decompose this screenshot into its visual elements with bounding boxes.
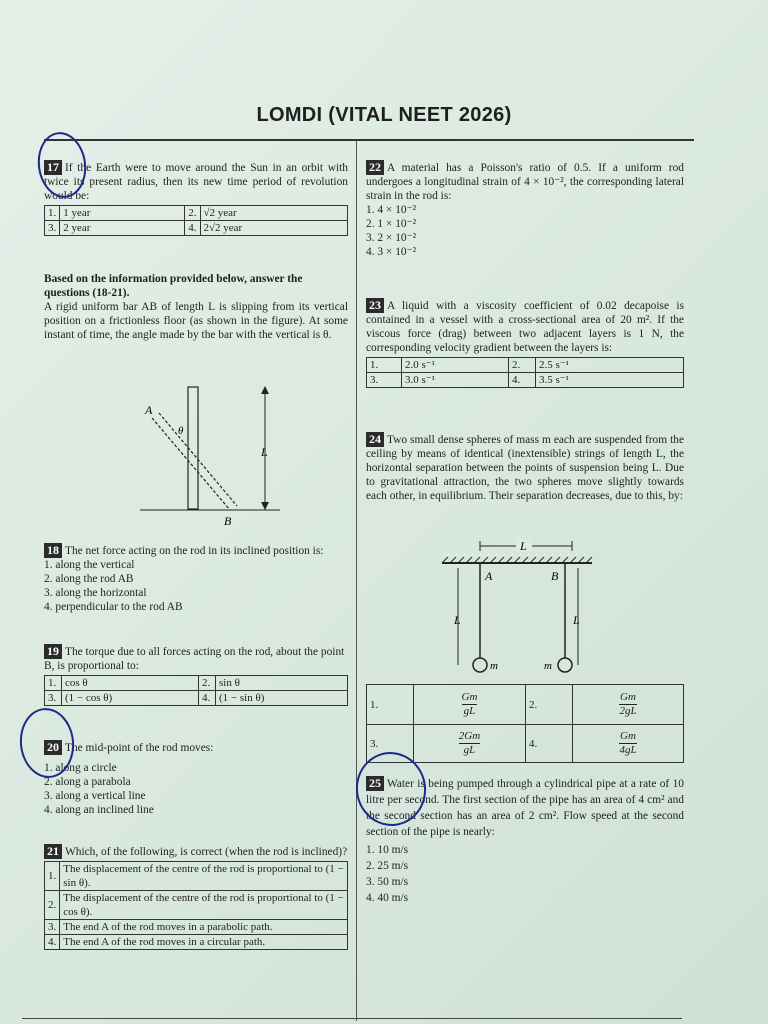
question-text: A liquid with a viscosity coefficient of 0.02 decapoise is contained in a vessel with a cross-sectional area of 20 m². If the viscous force (drag) between two adjacent layers is 1 N, the corresponding velocity gradient between the layers is: bbox=[366, 300, 684, 354]
question-18 bbox=[44, 543, 348, 614]
left-sphere bbox=[473, 658, 487, 672]
option-2[interactable]: 2. along a parabola bbox=[44, 776, 131, 788]
option-2[interactable]: 2. along the rod AB bbox=[44, 573, 134, 585]
option-1[interactable] bbox=[414, 685, 526, 725]
option-number: 1. bbox=[45, 862, 60, 891]
fraction-numerator: Gm bbox=[620, 730, 636, 742]
passage bbox=[44, 272, 348, 342]
label-l: L bbox=[261, 445, 268, 459]
label-m-right: m bbox=[544, 660, 552, 672]
question-number: 20 bbox=[44, 740, 62, 755]
fraction-denominator: 2gL bbox=[619, 705, 637, 717]
arrow-head-icon bbox=[261, 502, 269, 510]
question-number: 19 bbox=[44, 644, 62, 659]
question-text: The net force acting on the rod in its inclined position is: bbox=[65, 545, 324, 557]
option-3[interactable]: The end A of the rod moves in a parabolic path. bbox=[60, 920, 348, 935]
option-2[interactable]: 2. 25 m/s bbox=[366, 860, 409, 872]
question-24 bbox=[366, 432, 684, 503]
passage-heading: Based on the information provided below, answer the questions (18-21). bbox=[44, 273, 303, 299]
option-4[interactable]: 3.5 s⁻¹ bbox=[536, 373, 684, 388]
option-number: 4. bbox=[45, 935, 60, 950]
fraction-denominator: gL bbox=[463, 705, 476, 717]
question-20 bbox=[44, 740, 348, 817]
label-m-left: m bbox=[490, 660, 498, 672]
option-number: 1. bbox=[45, 206, 60, 221]
option-number: 2. bbox=[185, 206, 200, 221]
page-title: LOMDI (VITAL NEET 2026) bbox=[256, 104, 512, 126]
option-3[interactable] bbox=[414, 725, 526, 763]
option-4[interactable]: 2√2 year bbox=[200, 221, 348, 236]
question-text: If the Earth were to move around the Sun in an orbit with twice its present radius, then its new time period of revolution would be: bbox=[44, 162, 348, 202]
question-19 bbox=[44, 644, 348, 706]
option-number: 3. bbox=[45, 221, 60, 236]
label-b: B bbox=[224, 514, 232, 528]
question-23 bbox=[366, 298, 684, 388]
options-table bbox=[44, 205, 348, 236]
option-2[interactable]: 2.5 s⁻¹ bbox=[536, 358, 684, 373]
option-2[interactable]: √2 year bbox=[200, 206, 348, 221]
question-number: 25 bbox=[366, 776, 384, 791]
option-3[interactable]: 3. along the horizontal bbox=[44, 587, 147, 599]
arrow-head-icon bbox=[261, 386, 269, 394]
option-4[interactable]: 4. 40 m/s bbox=[366, 892, 409, 904]
option-1[interactable]: 1 year bbox=[60, 206, 185, 221]
option-number: 4. bbox=[199, 691, 216, 706]
option-number: 3. bbox=[45, 691, 62, 706]
question-number: 22 bbox=[366, 160, 384, 175]
option-1[interactable]: 1. 10 m/s bbox=[366, 844, 409, 856]
column-divider bbox=[356, 141, 357, 1021]
option-2[interactable]: 2. 1 × 10⁻² bbox=[366, 218, 417, 230]
option-number: 2. bbox=[199, 676, 216, 691]
option-1[interactable]: The displacement of the centre of the rod is proportional to (1 − sin θ). bbox=[60, 862, 348, 891]
question-21 bbox=[44, 844, 348, 950]
option-number: 1. bbox=[45, 676, 62, 691]
option-2[interactable] bbox=[573, 685, 684, 725]
question-number: 21 bbox=[44, 844, 62, 859]
question-number: 17 bbox=[44, 160, 62, 175]
option-4[interactable]: (1 − sin θ) bbox=[216, 691, 348, 706]
question-24-options bbox=[366, 684, 684, 763]
question-17 bbox=[44, 160, 348, 236]
option-3[interactable]: 3.0 s⁻¹ bbox=[402, 373, 509, 388]
question-number: 18 bbox=[44, 543, 62, 558]
options-table bbox=[44, 861, 348, 950]
label-theta: θ bbox=[178, 425, 184, 437]
option-3[interactable]: (1 − cos θ) bbox=[62, 691, 199, 706]
option-1[interactable]: 1. along a circle bbox=[44, 762, 117, 774]
option-2[interactable]: The displacement of the centre of the rod is proportional to (1 − cos θ). bbox=[60, 891, 348, 920]
option-number: 2. bbox=[526, 685, 573, 725]
question-number: 23 bbox=[366, 298, 384, 313]
label-l-right: L bbox=[573, 613, 580, 627]
option-4[interactable]: The end A of the rod moves in a circular path. bbox=[60, 935, 348, 950]
option-number: 2. bbox=[509, 358, 536, 373]
option-3[interactable]: 3. 2 × 10⁻² bbox=[366, 232, 417, 244]
label-l-left: L bbox=[454, 613, 461, 627]
option-1[interactable]: 1. along the vertical bbox=[44, 559, 135, 571]
option-number: 3. bbox=[367, 725, 414, 763]
question-text: Which, of the following, is correct (when the rod is inclined)? bbox=[65, 846, 348, 858]
option-number: 1. bbox=[367, 685, 414, 725]
option-number: 3. bbox=[45, 920, 60, 935]
option-number: 3. bbox=[367, 373, 402, 388]
options-table bbox=[44, 675, 348, 706]
footer-rule bbox=[22, 1018, 682, 1019]
header-rule bbox=[44, 139, 694, 141]
question-text: The mid-point of the rod moves: bbox=[65, 742, 214, 754]
option-1[interactable]: 1. 4 × 10⁻² bbox=[366, 204, 417, 216]
sliding-rod-figure bbox=[140, 382, 290, 532]
fraction-numerator: Gm bbox=[620, 691, 636, 703]
option-4[interactable]: 4. 3 × 10⁻² bbox=[366, 246, 417, 258]
question-number: 24 bbox=[366, 432, 384, 447]
right-sphere bbox=[558, 658, 572, 672]
option-3[interactable]: 2 year bbox=[60, 221, 185, 236]
option-number: 4. bbox=[509, 373, 536, 388]
fraction-numerator: 2Gm bbox=[458, 730, 481, 742]
label-a: A bbox=[145, 403, 153, 417]
question-text: Water is being pumped through a cylindrical pipe at a rate of 10 litre per second. The first section of the pipe has an area of 4 cm² and the second section has an area of 2 cm². Flow speed at the second section of the pipe is nearly: bbox=[366, 778, 684, 838]
option-4[interactable] bbox=[573, 725, 684, 763]
question-text: A material has a Poisson's ratio of 0.5. If a uniform rod undergoes a longitudinal strain of 4 × 10⁻², the corresponding lateral strain in the rod is: bbox=[366, 162, 684, 202]
label-a: A bbox=[485, 569, 493, 583]
option-4[interactable]: 4. perpendicular to the rod AB bbox=[44, 601, 183, 613]
inclined-bar-edge bbox=[152, 418, 230, 510]
suspended-spheres-figure bbox=[440, 538, 600, 678]
option-number: 4. bbox=[526, 725, 573, 763]
option-2[interactable]: sin θ bbox=[216, 676, 348, 691]
option-number: 2. bbox=[45, 891, 60, 920]
option-3[interactable]: 3. 50 m/s bbox=[366, 876, 409, 888]
options-table bbox=[366, 357, 684, 388]
question-text: The torque due to all forces acting on the rod, about the point B, is proportional to: bbox=[44, 646, 345, 672]
passage-text: A rigid uniform bar AB of length L is slipping from its vertical position on a frictionless floor (as shown in the figure). At some instant of time, the angle made by the bar with the vertical is θ. bbox=[44, 301, 348, 341]
options-table bbox=[366, 684, 684, 763]
vertical-bar bbox=[188, 387, 198, 509]
question-text: Two small dense spheres of mass m each are suspended from the ceiling by means of identical (inextensible) strings of length L, the horizontal separation between the points of suspension being L. Due to gravitational attraction, the two spheres move slightly towards each other, in equilibrium. Their separation decreases, due to this, by: bbox=[366, 434, 684, 502]
label-b: B bbox=[551, 569, 559, 583]
option-4[interactable]: 4. along an inclined line bbox=[44, 804, 154, 816]
option-1[interactable]: cos θ bbox=[62, 676, 199, 691]
option-number: 4. bbox=[185, 221, 200, 236]
option-3[interactable]: 3. along a vertical line bbox=[44, 790, 146, 802]
fraction-denominator: gL bbox=[463, 744, 476, 756]
fraction-denominator: 4gL bbox=[619, 744, 637, 756]
label-l-top: L bbox=[520, 539, 527, 553]
question-22 bbox=[366, 160, 684, 259]
option-1[interactable]: 2.0 s⁻¹ bbox=[402, 358, 509, 373]
fraction-numerator: Gm bbox=[461, 691, 478, 703]
option-number: 1. bbox=[367, 358, 402, 373]
